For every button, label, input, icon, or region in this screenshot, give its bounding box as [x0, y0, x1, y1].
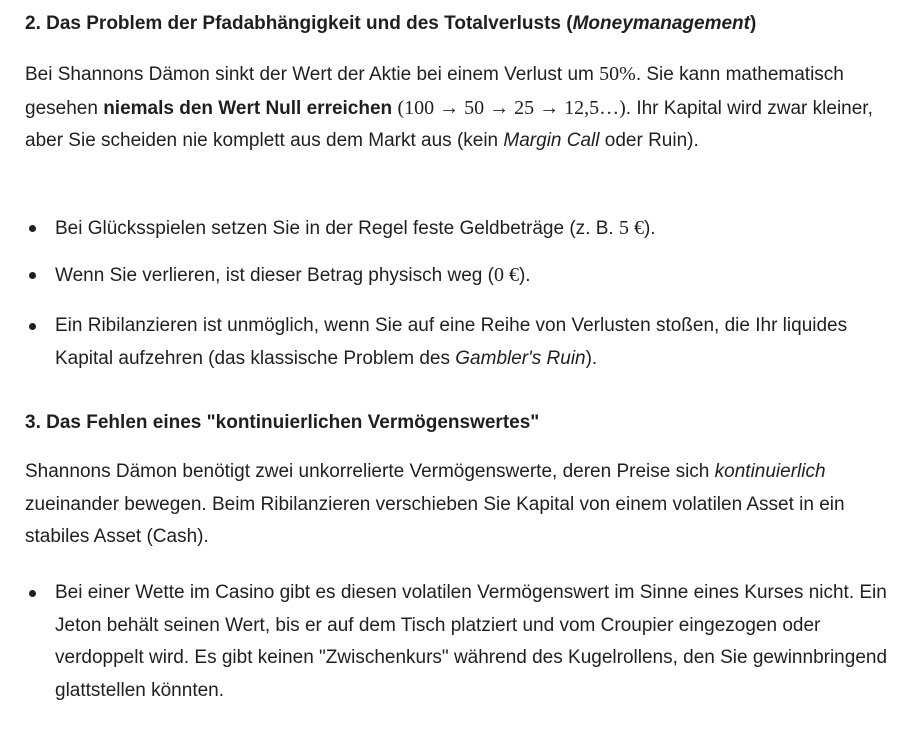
section-3-heading: 3. Das Fehlen eines "kontinuierlichen Vermögenswertes": [25, 412, 540, 433]
section-2-list: [25, 212, 905, 246]
section-3-bullet-block: [25, 577, 905, 707]
emphasis-never-zero: niemals den Wert Null erreichen: [103, 97, 393, 119]
bullet-dot-icon: [29, 225, 36, 232]
section-2-paragraph-block: [25, 58, 905, 158]
section-2-paragraph: Bei Shannons Dämon sinkt der Wert der Aktie bei einem Verlust um 50%. Sie kann mathematisch gesehen niemals den Wert Null erreichen (100 → 50 → 25 → 12,5…). Ihr Kapital wird zwar kleiner, aber Sie scheiden nie komplett aus dem Markt aus (kein Margin Call oder Ruin).: [25, 63, 873, 151]
section-3-paragraph-block: [25, 456, 905, 554]
list-item: Wenn Sie verlieren, ist dieser Betrag physisch weg (0 €).: [25, 259, 905, 293]
bullet-dot-icon: [29, 590, 36, 597]
section-3-heading-block: [25, 410, 905, 436]
italic-margin-call: Margin Call: [503, 130, 600, 151]
math-zero-euro: 0 €: [493, 264, 519, 286]
section-2-list-2: [25, 259, 905, 293]
list-item: Bei einer Wette im Casino gibt es diesen volatilen Vermögenswert im Sinne eines Kurses nicht. Ein Jeton behält seinen Wert, bis er auf dem Tisch platziert und vom Croupier eingezogen oder verdoppelt wird. Es gibt keinen "Zwischenkurs" während des Kugelrollens, den Sie gewinnbringend glattstellen könnten.: [25, 577, 905, 707]
list-item: Bei Glücksspielen setzen Sie in der Regel feste Geldbeträge (z. B. 5 €).: [25, 212, 905, 246]
math-five-euro: 5 €: [618, 217, 644, 239]
section-2-list-3: [25, 310, 905, 375]
bullet-dot-icon: [29, 323, 36, 330]
section-2-heading-block: [25, 11, 905, 37]
math-sequence: (100 → 50 → 25 → 12,5…): [397, 96, 626, 119]
bullet-dot-icon: [29, 272, 36, 279]
section-2-bullet-1-block: [25, 212, 905, 246]
italic-gamblers-ruin: Gambler's Ruin: [455, 347, 586, 369]
italic-kontinuierlich: kontinuierlich: [714, 461, 826, 482]
section-2-bullet-3-block: [25, 310, 905, 375]
section-2-heading: 2. Das Problem der Pfadabhängigkeit und des Totalverlusts (Moneymanagement): [25, 13, 757, 34]
section-2-bullet-2-block: [25, 259, 905, 293]
section-3-paragraph: Shannons Dämon benötigt zwei unkorrelierte Vermögenswerte, deren Preise sich kontinuierlich zueinander bewegen. Beim Ribilanzieren verschieben Sie Kapital von einem volatilen Asset in ein stabiles Asset (Cash).: [25, 461, 845, 547]
section-3-list: [25, 577, 905, 707]
math-fifty-percent: 50%: [599, 63, 636, 85]
list-item: Ein Ribilanzieren ist unmöglich, wenn Sie auf eine Reihe von Verlusten stoßen, die Ihr liquides Kapital aufzehren (das klassische Problem des Gambler's Ruin).: [25, 310, 905, 375]
section-2-heading-italic: Moneymanagement: [572, 13, 750, 34]
